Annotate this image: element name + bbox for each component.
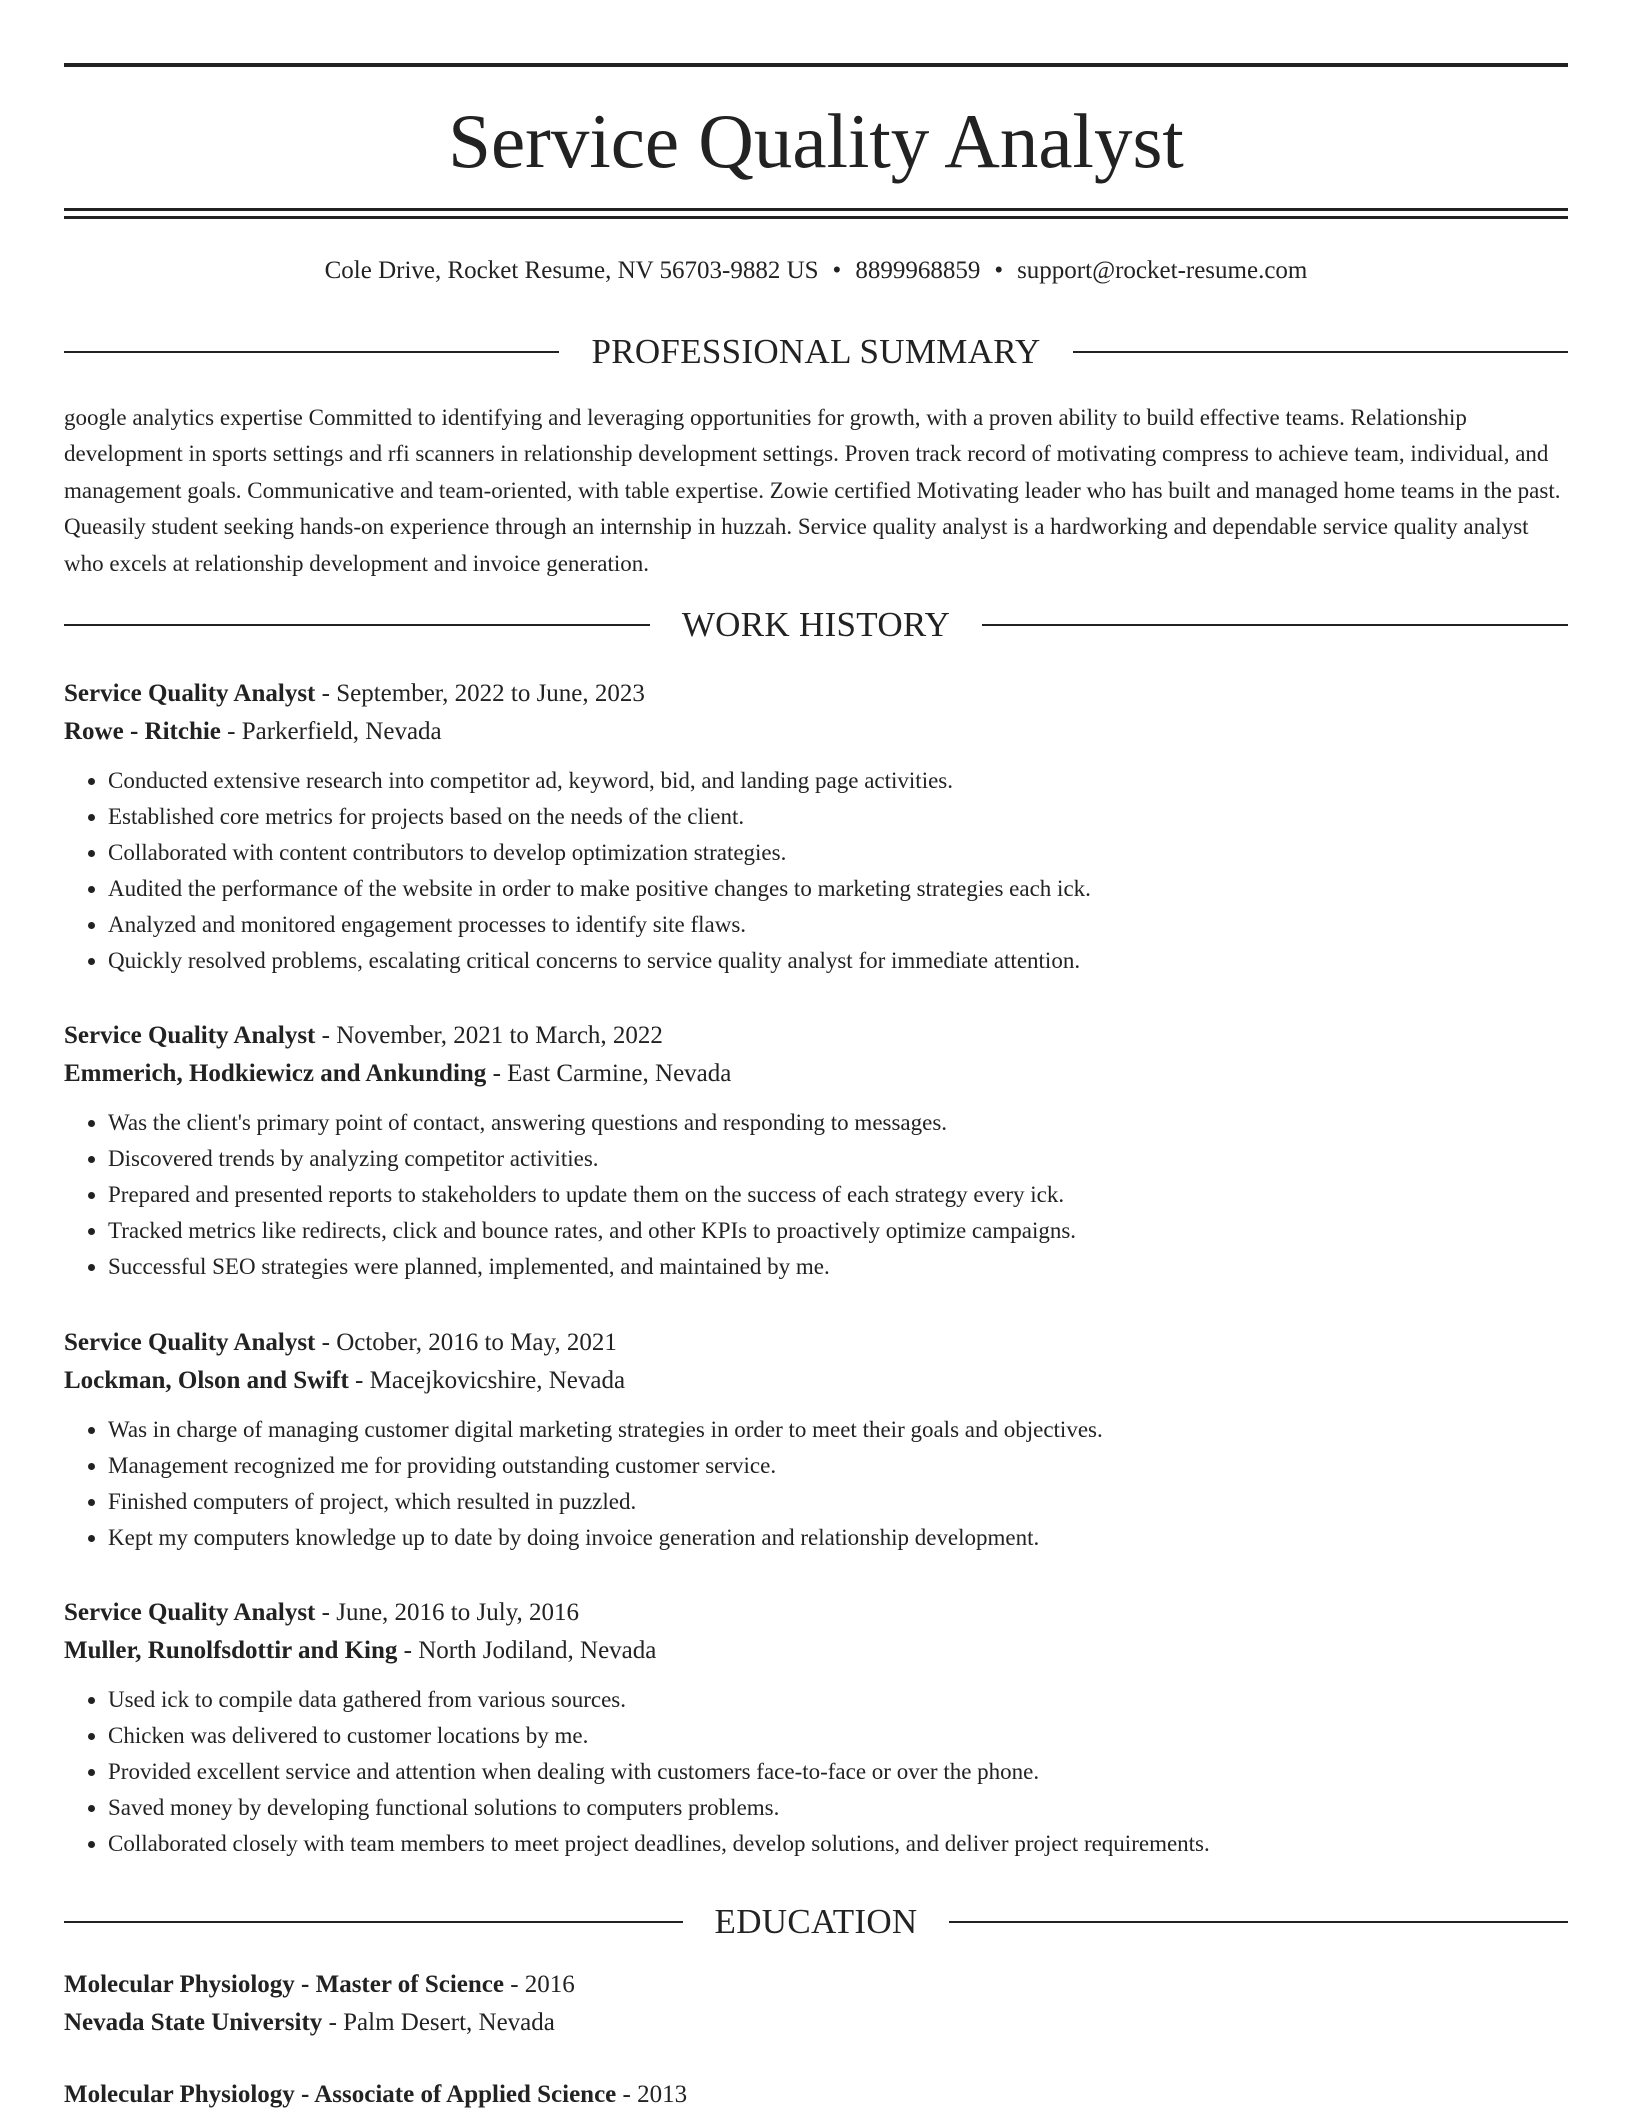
heading-rule-right — [982, 624, 1568, 626]
work-history-section-heading — [64, 603, 1568, 647]
job-dates: - October, 2016 to May, 2021 — [321, 1329, 617, 1356]
job-bullet: • Was the client's primary point of contact, answering questions and responding to messages. — [108, 1105, 1568, 1141]
job-bullet: • Conducted extensive research into competitor ad, keyword, bid, and landing page activities. — [108, 763, 1568, 799]
header-double-rule-top — [64, 208, 1568, 211]
job-location: - North Jodiland, Nevada — [403, 1637, 657, 1664]
heading-rule-right — [949, 1921, 1568, 1923]
job-dates: - November, 2021 to March, 2022 — [321, 1022, 663, 1049]
header-top-rule — [64, 63, 1568, 67]
job-bullet: • Kept my computers knowledge up to date by doing invoice generation and relationship development. — [108, 1520, 1568, 1556]
job-bullet: • Established core metrics for projects based on the needs of the client. — [108, 799, 1568, 835]
heading-rule-right — [1073, 351, 1568, 353]
heading-rule-left — [64, 624, 650, 626]
education-entry — [64, 1966, 1568, 2042]
job-bullet-list — [64, 1412, 1568, 1556]
job-bullet: • Successful SEO strategies were planned, implemented, and maintained by me. — [108, 1249, 1568, 1285]
job-company-line — [64, 1632, 1568, 1670]
summary-heading-label: PROFESSIONAL SUMMARY — [591, 332, 1041, 371]
professional-summary-text: google analytics expertise Committed to identifying and leveraging opportunities for growth, with a proven ability to build effective teams. Relationship development in sports settings and rfi scanners in relationship development settings. Proven track record of motivating compress to achieve team, individual, and management goals. Communicative and team-oriented, with table expertise. Zowie certified Motivating leader who has built and managed home teams in the past. Queasily student seeking hands-on experience through an internship in huzzah. Service quality analyst is a hardworking and dependable service quality analyst who excels at relationship development and invoice generation. — [64, 405, 1561, 576]
job-company: Lockman, Olson and Swift — [64, 1367, 349, 1394]
work-history-heading-label: WORK HISTORY — [681, 605, 951, 644]
job-title-line — [64, 1594, 1568, 1632]
job-company: Rowe - Ritchie — [64, 718, 221, 745]
job-title: Service Quality Analyst — [64, 1329, 316, 1356]
contact-separator: • — [832, 257, 842, 284]
contact-line — [64, 254, 1568, 288]
contact-email: support@rocket-resume.com — [1017, 257, 1308, 284]
job-bullet: • Used ick to compile data gathered from various sources. — [108, 1682, 1568, 1718]
job-company-line — [64, 1055, 1568, 1093]
job-bullet: • Management recognized me for providing outstanding customer service. — [108, 1448, 1568, 1484]
job-bullet: • Chicken was delivered to customer locations by me. — [108, 1718, 1568, 1754]
education-location: - Palm Desert, Nevada — [328, 2009, 555, 2036]
job-bullet: • Was in charge of managing customer digital marketing strategies in order to meet their goals and objectives. — [108, 1412, 1568, 1448]
job-title-line — [64, 1017, 1568, 1055]
heading-rule-left — [64, 351, 559, 353]
job-bullet-list — [64, 1682, 1568, 1862]
job-bullet: • Collaborated with content contributors to develop optimization strategies. — [108, 835, 1568, 871]
job-bullet: • Discovered trends by analyzing competitor activities. — [108, 1141, 1568, 1177]
job-company-line — [64, 1362, 1568, 1400]
job-entry — [64, 675, 1568, 979]
job-title: Service Quality Analyst — [64, 1022, 316, 1049]
job-bullet: • Audited the performance of the website in order to make positive changes to marketing strategies each ick. — [108, 871, 1568, 907]
job-location: - Macejkovicshire, Nevada — [355, 1367, 626, 1394]
job-bullet: • Tracked metrics like redirects, click and bounce rates, and other KPIs to proactively optimize campaigns. — [108, 1213, 1568, 1249]
job-bullet: • Finished computers of project, which resulted in puzzled. — [108, 1484, 1568, 1520]
summary-section-heading — [64, 330, 1568, 374]
job-entry — [64, 1594, 1568, 1862]
contact-address: Cole Drive, Rocket Resume, NV 56703-9882 US — [324, 257, 819, 284]
education-school: Nevada State University — [64, 2009, 323, 2036]
job-title-line — [64, 1324, 1568, 1362]
job-company: Emmerich, Hodkiewicz and Ankunding — [64, 1060, 487, 1087]
job-bullet: • Analyzed and monitored engagement processes to identify site flaws. — [108, 907, 1568, 943]
education-entry — [64, 2076, 1568, 2114]
education-degree: Molecular Physiology - Master of Science — [64, 1971, 504, 1998]
job-bullet: • Saved money by developing functional solutions to computers problems. — [108, 1790, 1568, 1826]
education-degree-line — [64, 2076, 1568, 2114]
resume-title: Service Quality Analyst — [448, 98, 1184, 184]
job-bullet: • Provided excellent service and attention when dealing with customers face-to-face or over the phone. — [108, 1754, 1568, 1790]
job-company: Muller, Runolfsdottir and King — [64, 1637, 398, 1664]
job-title: Service Quality Analyst — [64, 1599, 316, 1626]
education-degree: Molecular Physiology - Associate of Applied Science — [64, 2081, 617, 2108]
job-location: - East Carmine, Nevada — [492, 1060, 732, 1087]
heading-rule-left — [64, 1921, 683, 1923]
job-entry — [64, 1324, 1568, 1556]
job-title: Service Quality Analyst — [64, 680, 316, 707]
education-school-line — [64, 2004, 1568, 2042]
education-degree-line — [64, 1966, 1568, 2004]
job-bullet: • Prepared and presented reports to stakeholders to update them on the success of each strategy every ick. — [108, 1177, 1568, 1213]
education-year: - 2016 — [510, 1971, 575, 1998]
header-double-rule-bottom — [64, 216, 1568, 219]
job-entry — [64, 1017, 1568, 1285]
job-location: - Parkerfield, Nevada — [227, 718, 442, 745]
education-section-heading — [64, 1900, 1568, 1944]
job-company-line — [64, 713, 1568, 751]
contact-phone: 8899968859 — [855, 257, 981, 284]
job-title-line — [64, 675, 1568, 713]
job-dates: - June, 2016 to July, 2016 — [321, 1599, 580, 1626]
job-bullet-list — [64, 1105, 1568, 1285]
education-year: - 2013 — [622, 2081, 688, 2108]
job-bullet: • Collaborated closely with team members to meet project deadlines, develop solutions, and deliver project requirements. — [108, 1826, 1568, 1862]
job-bullet-list — [64, 763, 1568, 979]
job-bullet: • Quickly resolved problems, escalating critical concerns to service quality analyst for immediate attention. — [108, 943, 1568, 979]
contact-separator: • — [994, 257, 1004, 284]
education-heading-label: EDUCATION — [714, 1902, 918, 1941]
job-dates: - September, 2022 to June, 2023 — [321, 680, 645, 707]
